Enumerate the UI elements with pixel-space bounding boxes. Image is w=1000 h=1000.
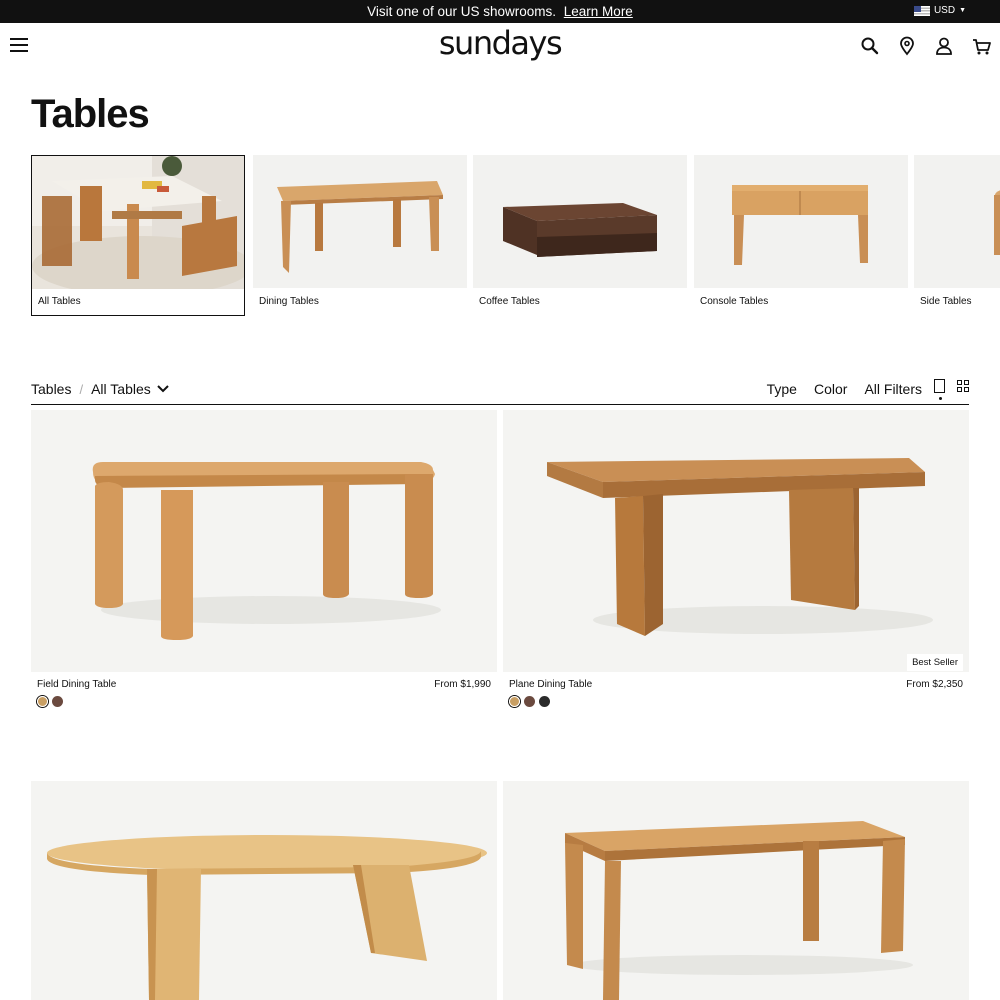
- product-price: From $1,990: [434, 679, 491, 690]
- location-icon[interactable]: [897, 36, 917, 56]
- announcement-bar: [0, 0, 1000, 23]
- category-label: All Tables: [38, 296, 81, 307]
- category-all-tables[interactable]: [31, 155, 245, 316]
- product-image[interactable]: [31, 781, 497, 1000]
- category-carousel: [31, 155, 1000, 317]
- site-logo[interactable]: sundays: [438, 24, 562, 62]
- category-image: [914, 155, 1000, 288]
- cart-icon[interactable]: [972, 36, 992, 56]
- us-flag-icon: [914, 6, 930, 16]
- breadcrumb-separator: /: [79, 381, 84, 397]
- category-label: Coffee Tables: [479, 296, 540, 307]
- chevron-down-icon: [157, 385, 169, 393]
- color-swatches: [509, 696, 550, 707]
- page-title: Tables: [31, 92, 149, 136]
- swatch-natural-oak[interactable]: [37, 696, 48, 707]
- swatch-walnut[interactable]: [524, 696, 535, 707]
- category-side-tables[interactable]: [914, 155, 1000, 316]
- category-label: Dining Tables: [259, 296, 319, 307]
- category-image: [694, 155, 908, 288]
- product-price: From $2,350: [906, 679, 963, 690]
- swatch-black[interactable]: [539, 696, 550, 707]
- product-image[interactable]: [503, 410, 969, 672]
- best-seller-badge: Best Seller: [907, 654, 963, 671]
- announcement-text-wrap: [0, 4, 1000, 19]
- learn-more-link[interactable]: Learn More: [563, 4, 633, 19]
- product-image[interactable]: [503, 781, 969, 1000]
- category-dining-tables[interactable]: [253, 155, 467, 316]
- category-image: [473, 155, 687, 288]
- product-name[interactable]: Plane Dining Table: [509, 679, 593, 690]
- account-icon[interactable]: [934, 36, 954, 56]
- site-header: [0, 23, 1000, 68]
- currency-label: USD: [933, 5, 956, 16]
- grid-view-icon[interactable]: [957, 380, 969, 392]
- active-view-indicator: [939, 397, 942, 400]
- breadcrumb: [31, 381, 169, 397]
- category-label: Side Tables: [920, 296, 972, 307]
- swatch-walnut[interactable]: [52, 696, 63, 707]
- category-dropdown-label: All Tables: [91, 381, 151, 397]
- category-console-tables[interactable]: [694, 155, 908, 316]
- filter-all-filters[interactable]: All Filters: [864, 381, 922, 397]
- product-image[interactable]: [31, 410, 497, 672]
- color-swatches: [37, 696, 63, 707]
- chevron-down-icon: ▼: [959, 7, 966, 14]
- category-image: [32, 156, 244, 289]
- category-label: Console Tables: [700, 296, 769, 307]
- swatch-natural-oak[interactable]: [509, 696, 520, 707]
- breadcrumb-tables[interactable]: Tables: [31, 381, 72, 397]
- category-dropdown[interactable]: [91, 381, 169, 397]
- filter-controls: [767, 379, 969, 397]
- category-coffee-tables[interactable]: [473, 155, 687, 316]
- filter-bar: [31, 378, 969, 405]
- currency-selector[interactable]: [914, 5, 966, 16]
- search-icon[interactable]: [860, 36, 880, 56]
- product-name[interactable]: Field Dining Table: [37, 679, 117, 690]
- announcement-text: Visit one of our US showrooms.: [367, 4, 557, 19]
- filter-type[interactable]: Type: [766, 381, 797, 397]
- category-image: [253, 155, 467, 288]
- filter-color[interactable]: Color: [813, 381, 848, 397]
- single-view-icon[interactable]: [934, 379, 945, 393]
